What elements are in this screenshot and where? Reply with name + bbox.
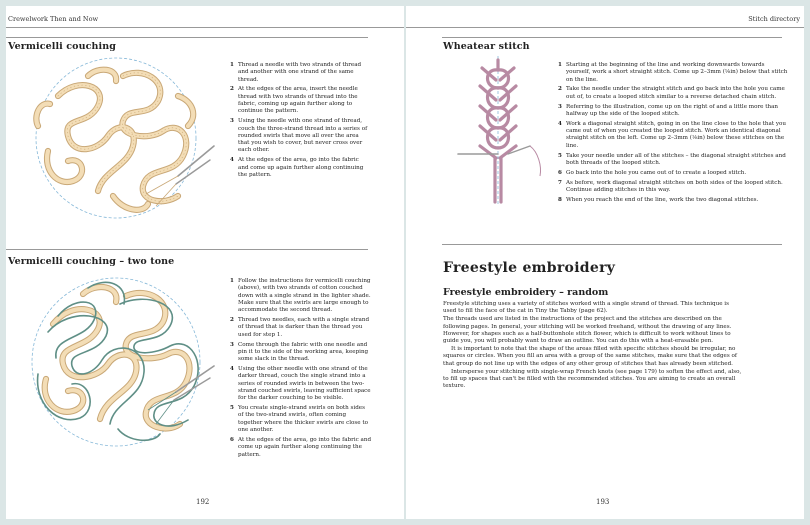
step-item: 2 Take the needle under the straight stitch and go back into the hole you came out of, to create a looped stitch similar to a reverse detached chain stitch. (558, 86, 785, 100)
right-page (406, 6, 804, 519)
section-rule (6, 37, 368, 38)
section-rule (442, 37, 782, 38)
step-item: 2 Thread two needles, each with a single strand of thread that is darker than the thread you used for step 1. (230, 317, 370, 338)
step-item: 1 Follow the instructions for vermicelli couching (above), with two strands of cotton couched down with a single strand in the lighter shade. Make sure that the swirls are large enough to accommodate the second thread. (230, 278, 371, 314)
step-item: 6 Go back into the hole you came out of to create a looped stitch. (558, 169, 747, 176)
chapter-title: Freestyle embroidery (443, 260, 616, 276)
section-title-two-tone: Vermicelli couching – two tone (8, 256, 175, 267)
wheatear-illustration (448, 54, 548, 206)
step-item: 4 Using the other needle with one strand of the darker thread, couch the single strand into a series of rounded swirls in between the two-strand couched swirls, leaving sufficient space for the darker couching to be visible. (230, 366, 371, 402)
section-title-wheatear: Wheatear stitch (443, 41, 530, 52)
running-head-right: Stitch directory (748, 15, 800, 23)
step-item: 5 You create single-strand swirls on both sides of the two-strand swirls, often coming together where the thicker swirls are close to one another. (230, 405, 368, 434)
paragraph: The threads used are listed in the instructions of the project and the stitches are described on the following pages. In general, your stitching will be worked freehand, without the drawing of any lines. However, for shapes such as a half-buttonhole stitch flower, which is difficult to work without lines to guide you, you will probably want to draw an outline. You can do this with a heat-erasable pen. (443, 316, 732, 345)
two-tone-steps (230, 278, 372, 461)
page-number: 193 (596, 498, 610, 506)
step-item: 8 When you reach the end of the line, work the two diagonal stitches. (558, 196, 759, 203)
left-page (6, 6, 404, 519)
two-tone-illustration (28, 274, 218, 450)
vermicelli-illustration (28, 56, 218, 222)
step-item: 4 Work a diagonal straight stitch, going in on the line close to the hole that you came out of when you created the looped stitch. Work an identical diagonal straight stitch on the left. Come up 2–3mm (⅛in) below these stitches on the line. (558, 120, 787, 149)
step-item: 5 Take your needle under all of the stitches – the diagonal straight stitches and both threads of the looped stitch. (558, 152, 786, 166)
paragraph: Freestyle stitching uses a variety of stitches worked with a single strand of thread. This technique is used to fill the face of the cat in Tiny the Tabby (page 62). (443, 301, 729, 315)
step-item: 1 Thread a needle with two strands of thread and another with one strand of the same thread. (230, 62, 362, 83)
header-rule (6, 27, 404, 28)
step-item: 1 Starting at the beginning of the line and working downwards towards yourself, work a short straight stitch. Come up 2–3mm (⅛in) below that stitch on the line. (558, 62, 788, 83)
step-item: 6 At the edges of the area, go into the fabric and come up again further along continuing the pattern. (230, 436, 372, 458)
step-item: 3 Come through the fabric with one needle and pin it to the side of the working area, keeping some slack in the thread. (230, 341, 369, 363)
running-head-left: Crewelwork Then and Now (8, 15, 99, 23)
header-rule (406, 27, 804, 28)
section-rule (6, 249, 368, 250)
section-title-vermicelli: Vermicelli couching (8, 41, 116, 52)
step-item: 2 At the edges of the area, insert the needle thread with two strands of thread into the fabric, coming up again further along to continue the pattern. (230, 86, 358, 115)
needle-icon (458, 146, 541, 176)
book-spread (6, 6, 804, 519)
paragraph: Intersperse your stitching with single-wrap French knots (see page 179) to soften the effect and, also, to fill up spaces that can't be filled with the recommended stitches. You are aiming to create an overall texture. (443, 368, 742, 390)
page-number: 192 (196, 498, 210, 506)
chapter-rule (442, 244, 782, 245)
step-item: 3 Using the needle with one strand of thread, couch the three-strand thread into a series of rounded swirls that move all over the area that you wish to cover, but never cross over each other. (230, 118, 368, 154)
vermicelli-steps (230, 62, 370, 182)
step-item: 3 Referring to the illustration, come up on the right of and a little more than halfway up the side of the looped stitch. (558, 103, 779, 117)
paragraph: It is important to note that the shape of the areas filled with specific stitches should be irregular, no squares or circles. When you fill an area with a group of the same stitches, make sure that the edges of that group do not line up with the edges of any other group of stitches that has already been stitched. (443, 346, 737, 367)
subsection-title: Freestyle embroidery – random (443, 287, 609, 298)
step-item: 4 At the edges of the area, go into the fabric and come up again further along continuing the pattern. (230, 157, 364, 178)
body-text (443, 301, 743, 391)
wheatear-steps (558, 62, 790, 207)
step-item: 7 As before, work diagonal straight stitches on both sides of the looped stitch. Continue adding stitches in this way. (558, 179, 783, 194)
couched-swirls (38, 282, 199, 440)
couched-swirls (36, 70, 193, 210)
